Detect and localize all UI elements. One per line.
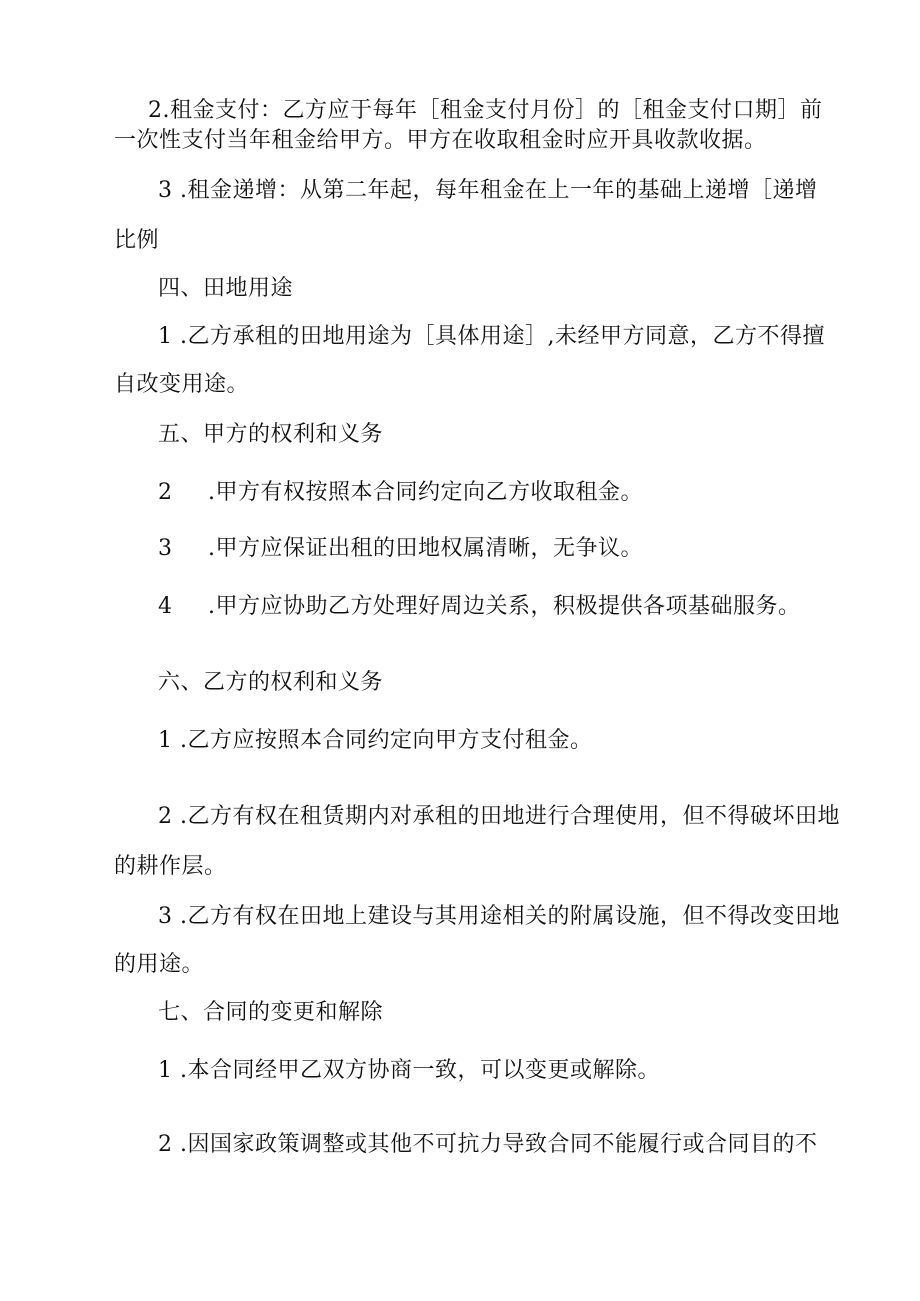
clause-text: .甲方应保证出租的田地权属清晰，无争议。 — [208, 536, 643, 561]
clause-rent-payment-line2: 一次性支付当年租金给甲方。甲方在收取租金时应开具收款收据。 — [114, 128, 767, 153]
clause-text: .甲方应协助乙方处理好周边关系，积极提供各项基础服务。 — [208, 594, 801, 619]
clause-party-a-item2 — [158, 478, 643, 508]
clause-text: .甲方有权按照本合同约定向乙方收取租金。 — [208, 480, 643, 505]
clause-contract-change-item1: 1 .本合同经甲乙双方协商一致，可以变更或解除。 — [158, 1058, 660, 1083]
clause-land-use-line2: 自改变用途。 — [114, 372, 250, 397]
clause-contract-change-item2-line1: 2 .因国家政策调整或其他不可抗力导致合同不能履行或合同目的不 — [158, 1132, 818, 1157]
clause-number: 2 — [158, 480, 173, 505]
section-heading-land-use: 四、田地用途 — [158, 276, 294, 301]
section-heading-contract-change: 七、合同的变更和解除 — [158, 1000, 384, 1025]
clause-party-a-item3 — [158, 534, 643, 564]
clause-party-a-item4 — [158, 592, 801, 622]
clause-rent-increase-line2: 比例 — [114, 228, 160, 253]
section-heading-party-a-rights: 五、甲方的权利和义务 — [158, 422, 384, 447]
clause-land-use-line1: 1 .乙方承租的田地用途为［具体用途］,未经甲方同意，乙方不得擅 — [158, 324, 825, 349]
section-heading-party-b-rights: 六、乙方的权利和义务 — [158, 670, 384, 695]
clause-rent-payment-line1: 2.租金支付：乙方应于每年［租金支付月份］的［租金支付口期］前 — [148, 98, 823, 123]
clause-number: 3 — [158, 536, 173, 561]
clause-party-b-item2-line2: 的耕作层。 — [114, 854, 227, 879]
clause-party-b-item3-line2: 的用途。 — [114, 952, 205, 977]
clause-rent-increase-line1: 3 .租金递增：从第二年起，每年租金在上一年的基础上递增［递增 — [158, 178, 818, 203]
clause-party-b-item1: 1 .乙方应按照本合同约定向甲方支付租金。 — [158, 728, 593, 753]
clause-number: 4 — [158, 594, 173, 619]
clause-party-b-item3-line1: 3 .乙方有权在田地上建设与其用途相关的附属设施，但不得改变田地 — [158, 904, 840, 929]
clause-party-b-item2-line1: 2 .乙方有权在租赁期内对承租的田地进行合理使用，但不得破坏田地 — [158, 804, 840, 829]
